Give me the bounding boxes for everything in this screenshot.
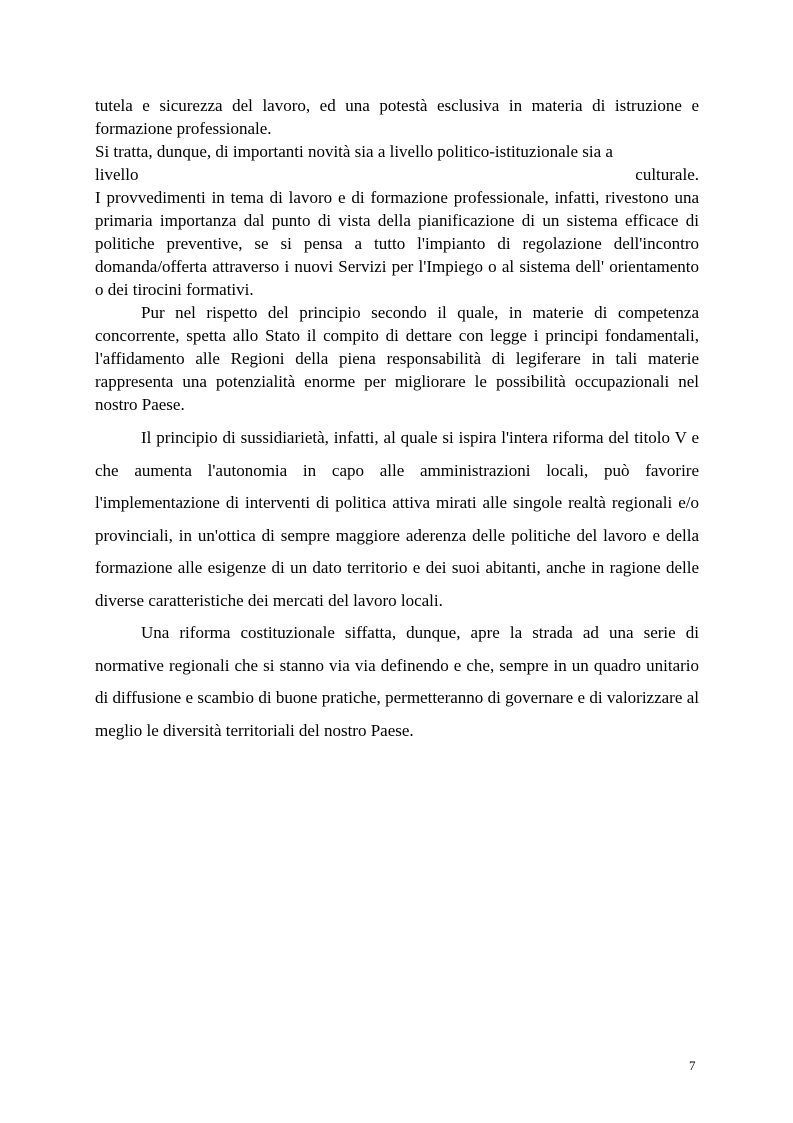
paragraph-novita-second-line <box>95 163 699 186</box>
paragraph-riforma: Una riforma costituzionale siffatta, dunque, apre la strada ad una serie di normative regionali che si stanno via via definendo e che, sempre in un quadro unitario di diffusione e scambio di buone pratiche, permetteranno di governare e di valorizzare al meglio le diversità territoriali del nostro Paese. <box>95 623 699 740</box>
body-section <box>95 422 699 747</box>
page-number: 7 <box>689 1058 696 1073</box>
paragraph-tutela: tutela e sicurezza del lavoro, ed una potestà esclusiva in materia di istruzione e formazione professionale. <box>95 96 699 138</box>
paragraph-competenza: Pur nel rispetto del principio secondo il quale, in materie di competenza concorrente, spetta allo Stato il compito di dettare con legge i principi fondamentali, l'affidamento alle Regioni della piena responsabilità di legiferare in tali materie rappresenta una potenzialità enorme per migliorare le possibilità occupazionali nel nostro Paese. <box>95 303 699 414</box>
word-culturale: culturale. <box>635 165 699 184</box>
word-livello: livello <box>95 165 139 184</box>
paragraph-novita-first-line: Si tratta, dunque, di importanti novità sia a livello politico-istituzionale sia a <box>95 142 613 161</box>
paragraph-provvedimenti: I provvedimenti in tema di lavoro e di formazione professionale, infatti, rivestono una primaria importanza dal punto di vista della pianificazione di un sistema efficace di politiche preventive, se si pensa a tutto l'impianto di regolazione dell'incontro domanda/offerta attraverso i nuovi Servizi per l'Impiego o al sistema dell' orientamento o dei tirocini formativi. <box>95 188 699 299</box>
paragraph-sussidiarieta: Il principio di sussidiarietà, infatti, al quale si ispira l'intera riforma del titolo V e che aumenta l'autonomia in capo alle amministrazioni locali, può favorire l'implementazione di interventi di politica attiva mirati alle singole realtà regionali e/o provinciali, in un'ottica di sempre maggiore aderenza delle politiche del lavoro e della formazione alle esigenze di un dato territorio e dei suoi abitanti, anche in ragione delle diverse caratteristiche dei mercati del lavoro locali. <box>95 428 699 610</box>
top-section <box>95 94 699 416</box>
